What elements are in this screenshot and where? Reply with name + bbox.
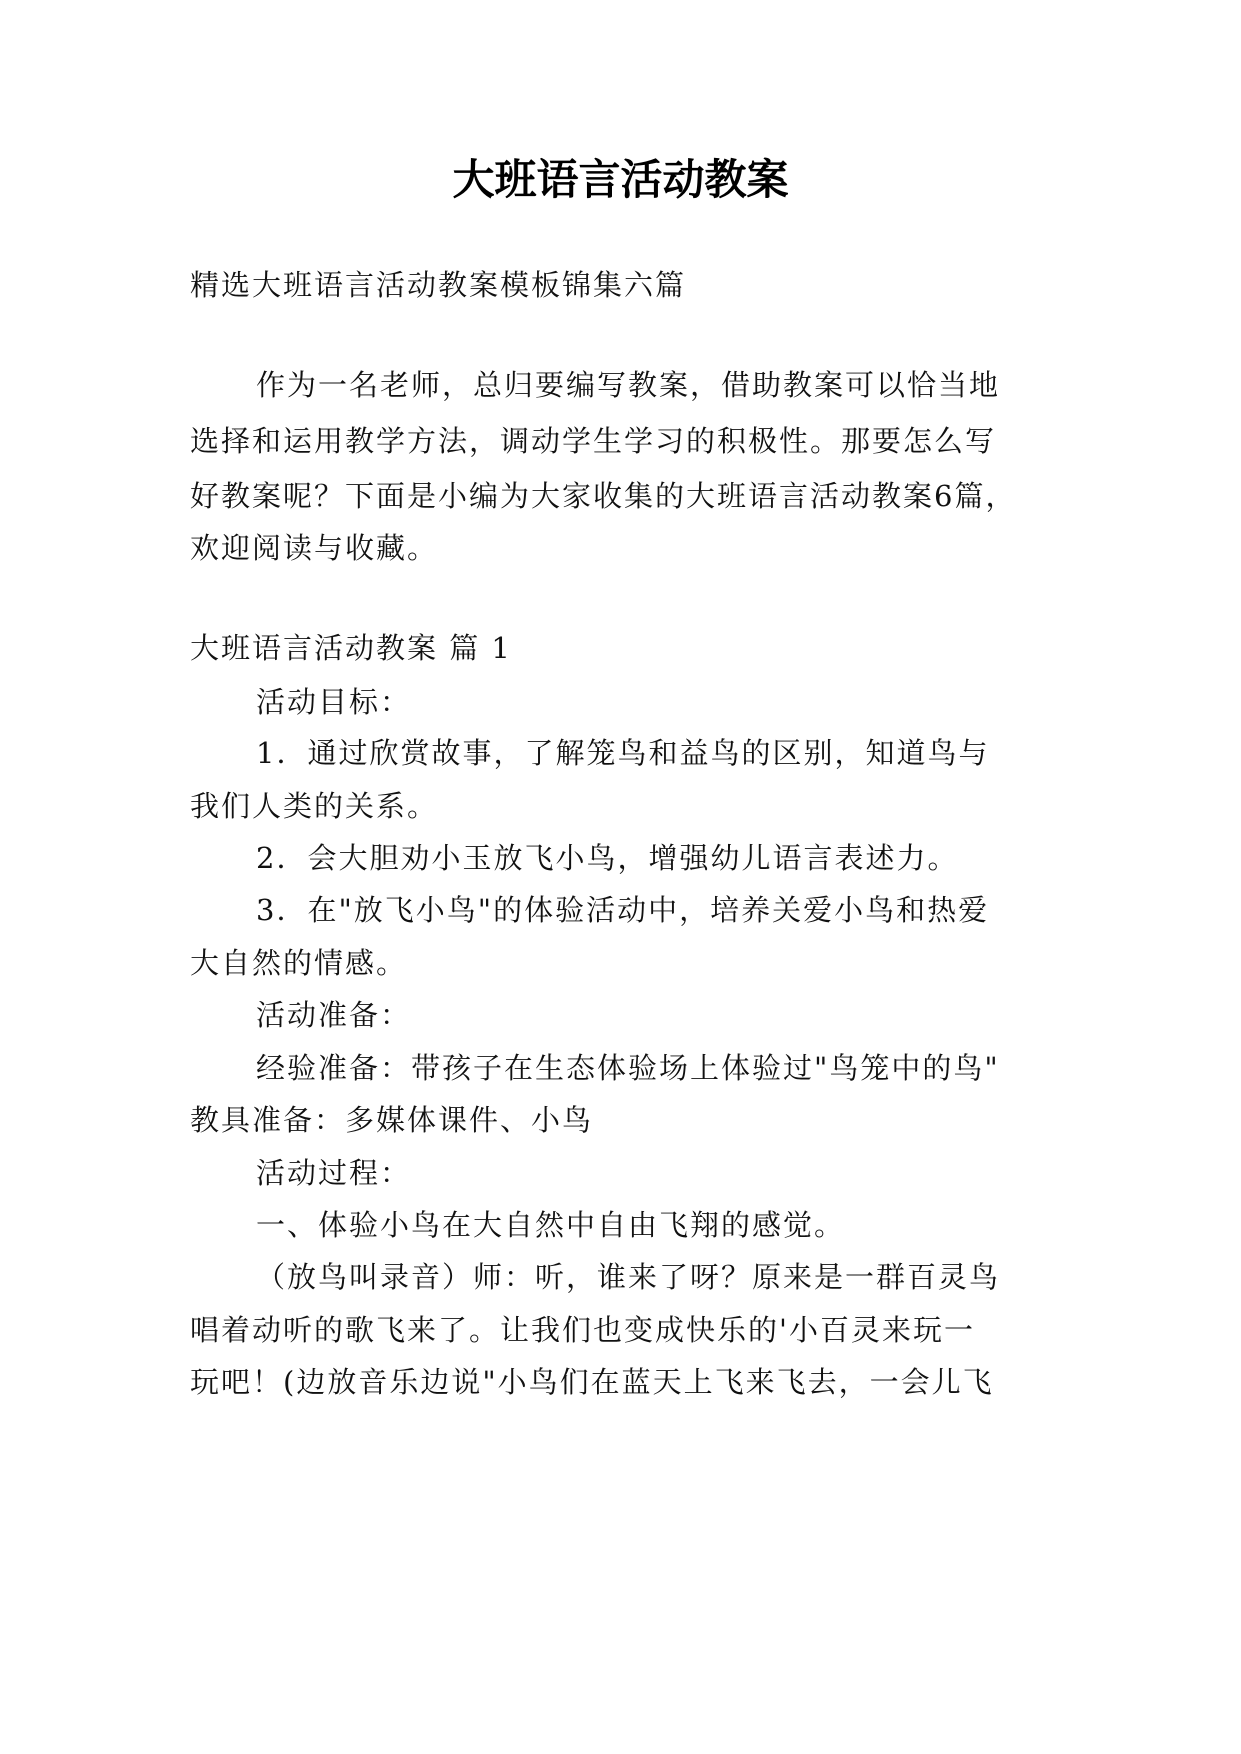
body-line-12: （放鸟叫录音）师：听，谁来了呀？原来是一群百灵鸟: [256, 1260, 1001, 1294]
subtitle: 精选大班语言活动教案模板锦集六篇: [190, 268, 687, 302]
body-line-10: 活动过程：: [256, 1156, 412, 1190]
intro-line-4: 欢迎阅读与收藏。: [190, 531, 439, 565]
body-line-8: 经验准备：带孩子在生态体验场上体验过"鸟笼中的鸟": [256, 1051, 1000, 1085]
body-line-4: 2．会大胆劝小玉放飞小鸟，增强幼儿语言表述力。: [256, 841, 959, 875]
body-line-5: 3．在"放飞小鸟"的体验活动中，培养关爱小鸟和热爱: [256, 893, 990, 927]
body-line-3: 我们人类的关系。: [190, 789, 439, 823]
intro-line-1: 作为一名老师，总归要编写教案，借助教案可以恰当地: [256, 368, 1001, 402]
body-line-11: 一、体验小鸟在大自然中自由飞翔的感觉。: [256, 1208, 846, 1242]
body-line-1: 活动目标：: [256, 685, 412, 719]
body-line-6: 大自然的情感。: [190, 946, 408, 980]
body-line-9: 教具准备：多媒体课件、小鸟: [190, 1103, 594, 1137]
page-title: 大班语言活动教案: [452, 155, 789, 204]
body-line-2: 1．通过欣赏故事，了解笼鸟和益鸟的区别，知道鸟与: [256, 736, 990, 770]
body-line-7: 活动准备：: [256, 998, 412, 1032]
intro-line-2: 选择和运用教学方法，调动学生学习的积极性。那要怎么写: [190, 424, 997, 458]
body-line-13: 唱着动听的歌飞来了。让我们也变成快乐的'小百灵来玩一: [190, 1313, 975, 1347]
intro-line-3: 好教案呢？下面是小编为大家收集的大班语言活动教案6篇，: [190, 479, 1017, 513]
body-line-14: 玩吧！(边放音乐边说"小鸟们在蓝天上飞来飞去，一会儿飞: [190, 1365, 994, 1399]
section-heading: 大班语言活动教案 篇 1: [190, 631, 512, 665]
